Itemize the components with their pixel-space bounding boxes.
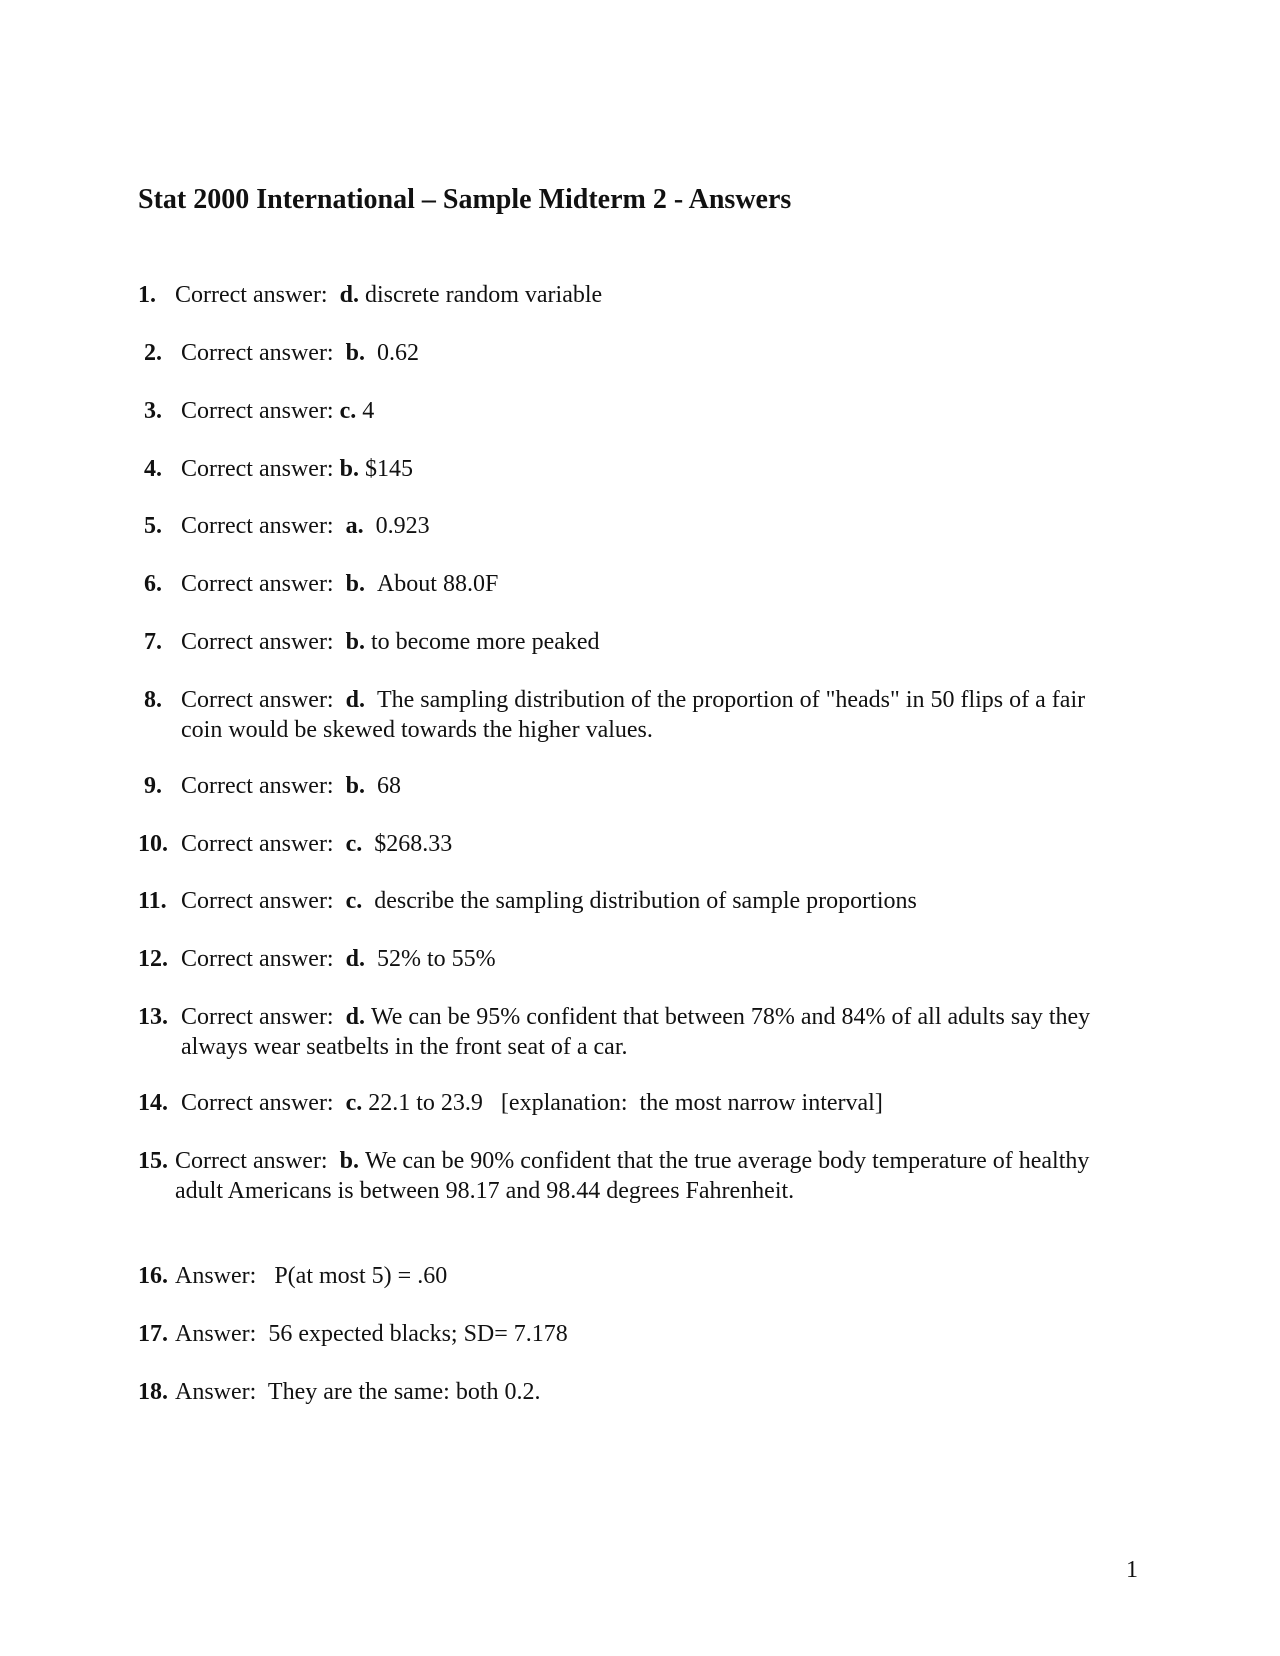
answer-item-18 (138, 1377, 1148, 1407)
item-option: b. (345, 629, 365, 655)
item-text: About 88.0F (376, 571, 499, 597)
item-lead: Answer: (175, 1321, 257, 1347)
item-number: 8. (144, 687, 162, 713)
item-text: discrete random variable (364, 282, 603, 308)
item-number: 2. (144, 340, 162, 366)
item-lead: Correct answer: (181, 1004, 334, 1030)
item-lead: Correct answer: (181, 687, 334, 713)
answer-item-1 (138, 280, 1148, 310)
item-lead: Correct answer: (181, 513, 334, 539)
item-option: b. (339, 1148, 359, 1174)
item-lead: Correct answer: (175, 1148, 328, 1174)
answer-item-2 (144, 338, 1154, 368)
item-text: 52% to 55% (376, 946, 496, 972)
answer-item-17 (138, 1319, 1148, 1349)
item-text: 56 expected blacks; SD= 7.178 (268, 1321, 568, 1347)
item-number: 1. (138, 282, 156, 308)
item-text: 0.923 (375, 513, 430, 539)
item-text: $268.33 (374, 831, 453, 857)
item-lead: Correct answer: (181, 946, 334, 972)
item-text: $145 (364, 456, 413, 482)
item-lead: Correct answer: (181, 398, 334, 424)
item-text: describe the sampling distribution of sample proportions (374, 888, 917, 914)
item-text: 68 (376, 773, 401, 799)
item-text: We can be 95% confident that between 78% and 84% of all adults say they (370, 1004, 1091, 1030)
answer-item-15 (138, 1146, 1140, 1206)
item-lead: Correct answer: (181, 571, 334, 597)
item-option: c. (339, 398, 357, 424)
answer-item-3 (144, 396, 1154, 426)
answer-item-12 (138, 944, 1148, 974)
answer-item-16 (138, 1261, 1148, 1291)
item-lead: Correct answer: (181, 456, 334, 482)
item-text: We can be 90% confident that the true average body temperature of healthy (364, 1148, 1090, 1174)
item-lead: Answer: (175, 1263, 257, 1289)
item-option: c. (345, 888, 363, 914)
answer-item-6 (144, 569, 1154, 599)
page-title: Stat 2000 International – Sample Midterm 2 - Answers (138, 184, 792, 215)
item-number: 9. (144, 773, 162, 799)
item-number: 13. (138, 1004, 168, 1030)
answer-item-13 (138, 1002, 1140, 1062)
answer-item-11 (138, 886, 1148, 916)
answer-item-8 (144, 685, 1140, 745)
item-number: 3. (144, 398, 162, 424)
item-lead: Correct answer: (181, 1090, 334, 1116)
answer-item-9 (144, 771, 1154, 801)
item-number: 16. (138, 1263, 168, 1289)
item-lead: Answer: (175, 1379, 257, 1405)
item-text: They are the same: both 0.2. (267, 1379, 541, 1405)
item-option: b. (339, 456, 359, 482)
item-text-continued: coin would be skewed towards the higher values. (181, 717, 653, 743)
item-number: 18. (138, 1379, 168, 1405)
item-text: 22.1 to 23.9 [explanation: the most narrow interval] (368, 1090, 883, 1116)
item-text: 4 (362, 398, 375, 424)
item-text: 0.62 (376, 340, 419, 366)
item-text-continued: adult Americans is between 98.17 and 98.44 degrees Fahrenheit. (175, 1178, 795, 1204)
item-lead: Correct answer: (175, 282, 328, 308)
item-text: The sampling distribution of the proportion of "heads" in 50 flips of a fair (376, 687, 1086, 713)
item-number: 5. (144, 513, 162, 539)
answer-item-7 (144, 627, 1154, 657)
item-option: c. (345, 831, 363, 857)
item-option: a. (345, 513, 364, 539)
answer-item-5 (144, 511, 1154, 541)
item-number: 17. (138, 1321, 168, 1347)
item-number: 11. (138, 888, 167, 914)
item-number: 10. (138, 831, 168, 857)
item-text-continued: always wear seatbelts in the front seat of a car. (181, 1034, 628, 1060)
answer-item-10 (138, 829, 1148, 859)
item-text: to become more peaked (370, 629, 600, 655)
item-number: 14. (138, 1090, 168, 1116)
item-lead: Correct answer: (181, 629, 334, 655)
item-number: 15. (138, 1148, 168, 1174)
item-number: 12. (138, 946, 168, 972)
item-option: c. (345, 1090, 363, 1116)
item-lead: Correct answer: (181, 340, 334, 366)
answer-item-4 (144, 454, 1154, 484)
item-lead: Correct answer: (181, 773, 334, 799)
item-option: b. (345, 773, 365, 799)
item-lead: Correct answer: (181, 888, 334, 914)
item-lead: Correct answer: (181, 831, 334, 857)
item-option: b. (345, 340, 365, 366)
item-option: d. (345, 687, 365, 713)
item-text: P(at most 5) = .60 (274, 1263, 448, 1289)
page-number: 1 (1126, 1557, 1138, 1583)
item-number: 6. (144, 571, 162, 597)
item-number: 7. (144, 629, 162, 655)
item-option: d. (345, 1004, 365, 1030)
answer-item-14 (138, 1088, 1148, 1118)
item-option: b. (345, 571, 365, 597)
item-option: d. (339, 282, 359, 308)
item-option: d. (345, 946, 365, 972)
item-number: 4. (144, 456, 162, 482)
